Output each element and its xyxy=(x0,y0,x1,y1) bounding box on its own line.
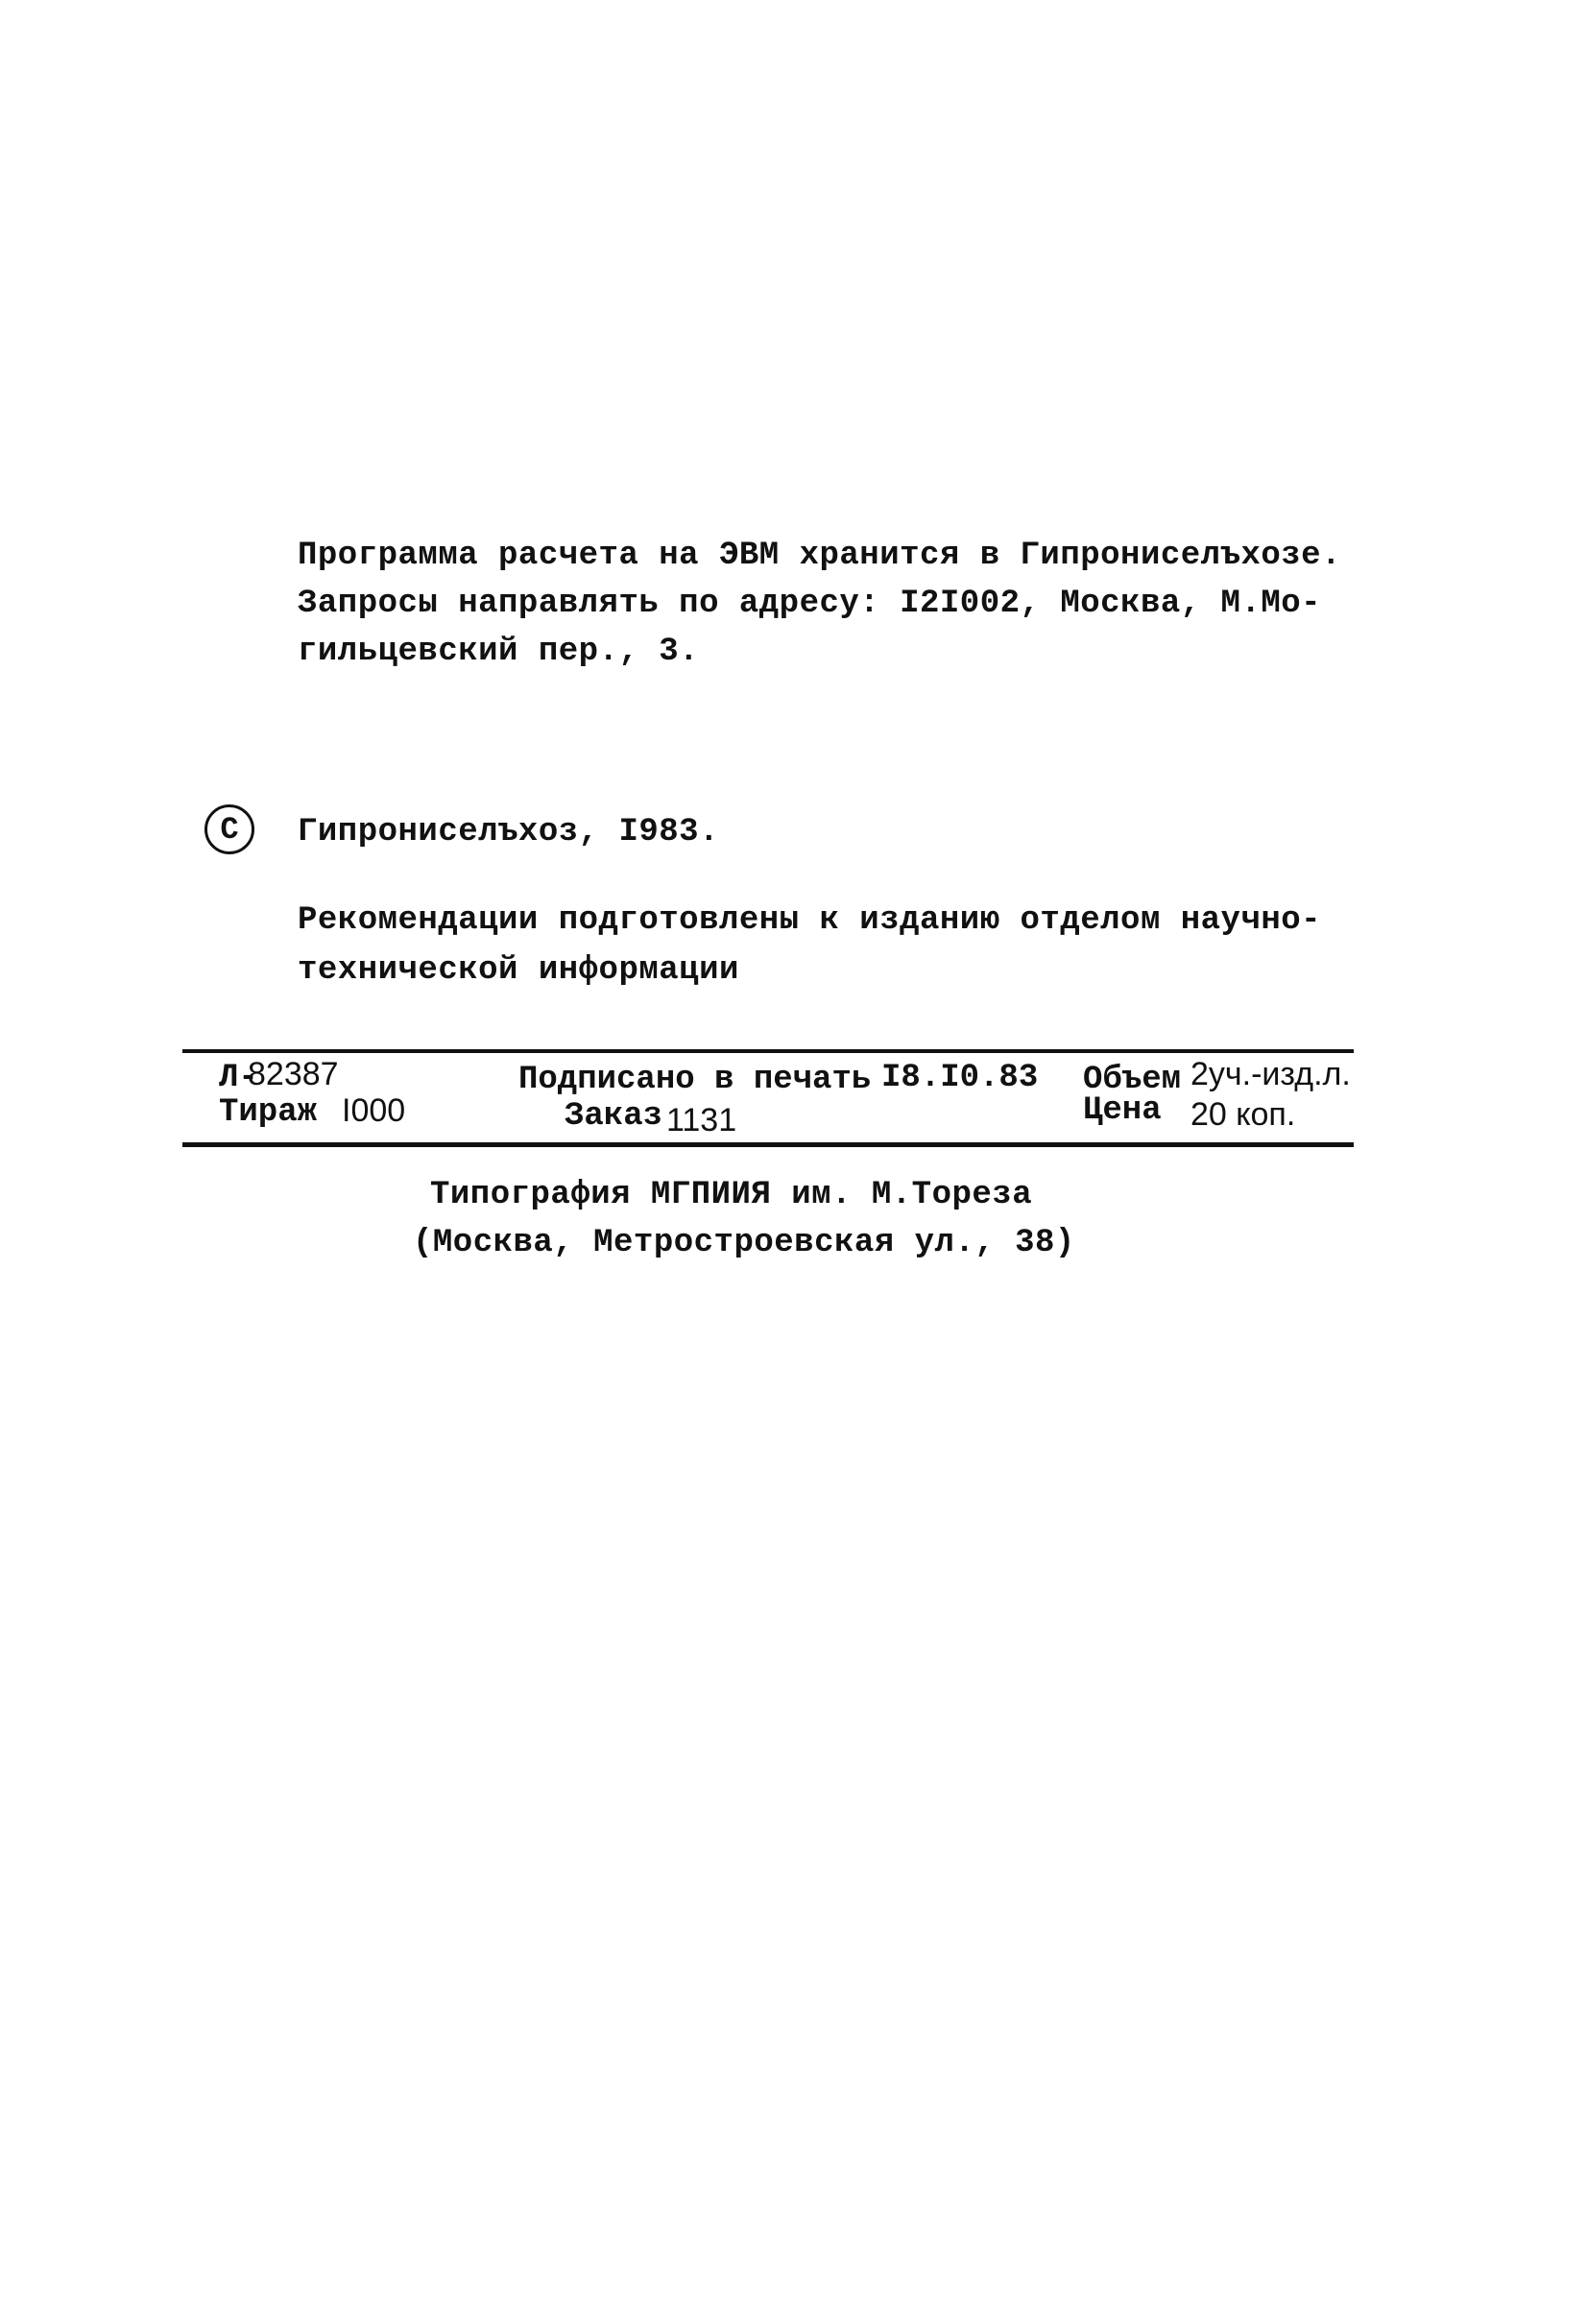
license-number: 82387 xyxy=(248,1056,339,1092)
signed-label: Подписано в печать xyxy=(518,1062,872,1098)
volume-value: 2уч.-изд.л. xyxy=(1190,1056,1351,1092)
print-run-label: Тираж xyxy=(219,1094,318,1131)
license-label: Л- xyxy=(219,1060,258,1096)
price-label: Цена xyxy=(1083,1092,1162,1129)
order-value: 1131 xyxy=(666,1102,737,1138)
copyright-text: Гипрониселъхоз, I983. xyxy=(298,814,719,851)
preparation-note-line-1: Рекомендации подготовлены к изданию отделом научно- xyxy=(298,902,1322,939)
copyright-symbol: C xyxy=(220,811,239,848)
imprint-bottom-rule xyxy=(182,1142,1354,1147)
preparation-note-line-2: технической информации xyxy=(298,952,739,989)
copyright-icon xyxy=(204,804,254,854)
print-run-value: I000 xyxy=(342,1092,406,1129)
storage-note-line-1: Программа расчета на ЭВМ хранится в Гипрониселъхозе. xyxy=(298,538,1341,574)
printer-line-2: (Москва, Метростроевская ул., 38) xyxy=(413,1225,1075,1261)
imprint-top-rule xyxy=(182,1049,1354,1053)
storage-note-line-2: Запросы направлять по адресу: I2I002, Москва, М.Мо- xyxy=(298,586,1322,622)
order-label: Заказ xyxy=(565,1098,663,1135)
storage-note-line-3: гильцевский пер., 3. xyxy=(298,634,700,670)
printer-line-1: Типография МГПИИЯ им. М.Тореза xyxy=(430,1177,1033,1213)
price-value: 20 коп. xyxy=(1190,1096,1296,1133)
volume-label: Объем xyxy=(1083,1062,1182,1098)
signed-date: I8.I0.83 xyxy=(881,1060,1039,1096)
